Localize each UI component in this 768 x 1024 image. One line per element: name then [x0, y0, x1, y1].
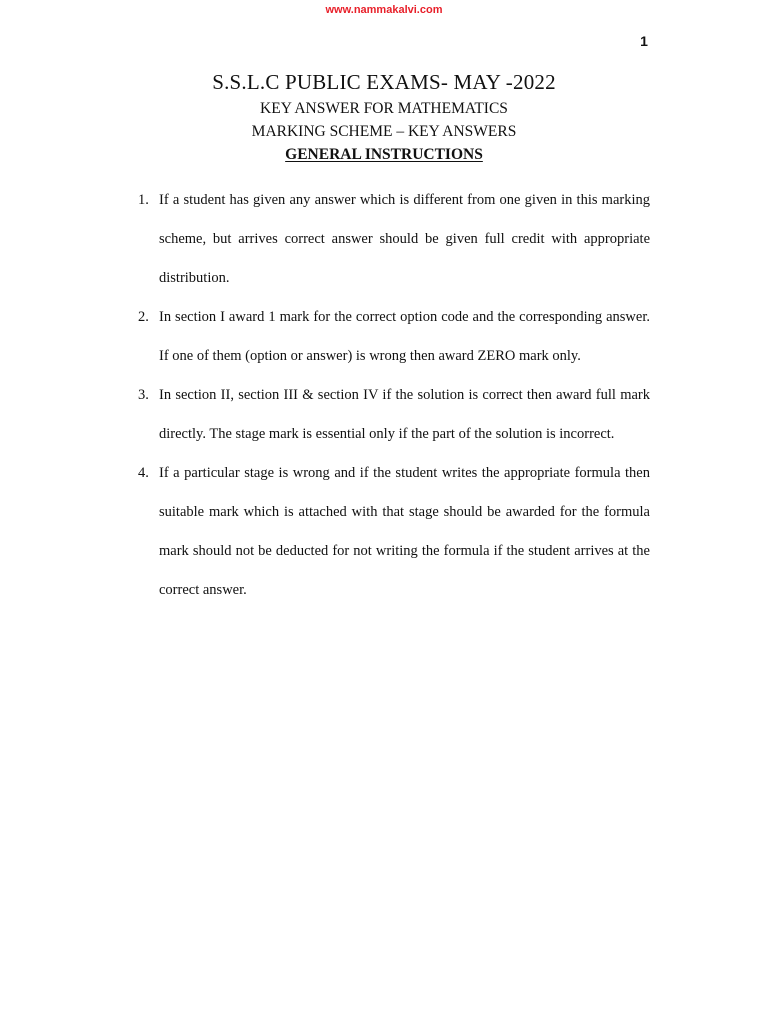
instruction-number: 1. [138, 192, 149, 208]
instruction-item-1 [130, 181, 650, 298]
general-instructions-label: GENERAL INSTRUCTIONS [285, 146, 483, 163]
instruction-text: If a student has given any answer which is different from one given in this marking scheme, but arrives correct answer should be given full credit with appropriate distribution. [159, 192, 650, 286]
instruction-text: In section I award 1 mark for the correct option code and the corresponding answer. If one of them (option or answer) is wrong then award ZERO mark only. [159, 309, 650, 364]
instruction-number: 4. [138, 465, 149, 481]
page-number: 1 [640, 33, 648, 49]
general-instructions-heading [0, 146, 768, 164]
instruction-number: 2. [138, 309, 149, 325]
instruction-item-4 [130, 454, 650, 610]
instructions-list [130, 181, 650, 610]
instruction-number: 3. [138, 387, 149, 403]
document-subtitle: KEY ANSWER FOR MATHEMATICS [260, 100, 508, 117]
instruction-item-3 [130, 376, 650, 454]
instruction-text: In section II, section III & section IV if the solution is correct then award full mark directly. The stage mark is essential only if the part of the solution is incorrect. [159, 387, 650, 442]
site-url[interactable]: www.nammakalvi.com [325, 4, 443, 16]
instruction-text: If a particular stage is wrong and if the student writes the appropriate formula then suitable mark which is attached with that stage should be awarded for the formula mark should not be deducted for not writing the formula if the student arrives at the correct answer. [159, 465, 650, 598]
document-title: S.S.L.C PUBLIC EXAMS- MAY -2022 [212, 70, 556, 94]
instruction-item-2 [130, 298, 650, 376]
marking-scheme-heading: MARKING SCHEME – KEY ANSWERS [251, 123, 517, 140]
